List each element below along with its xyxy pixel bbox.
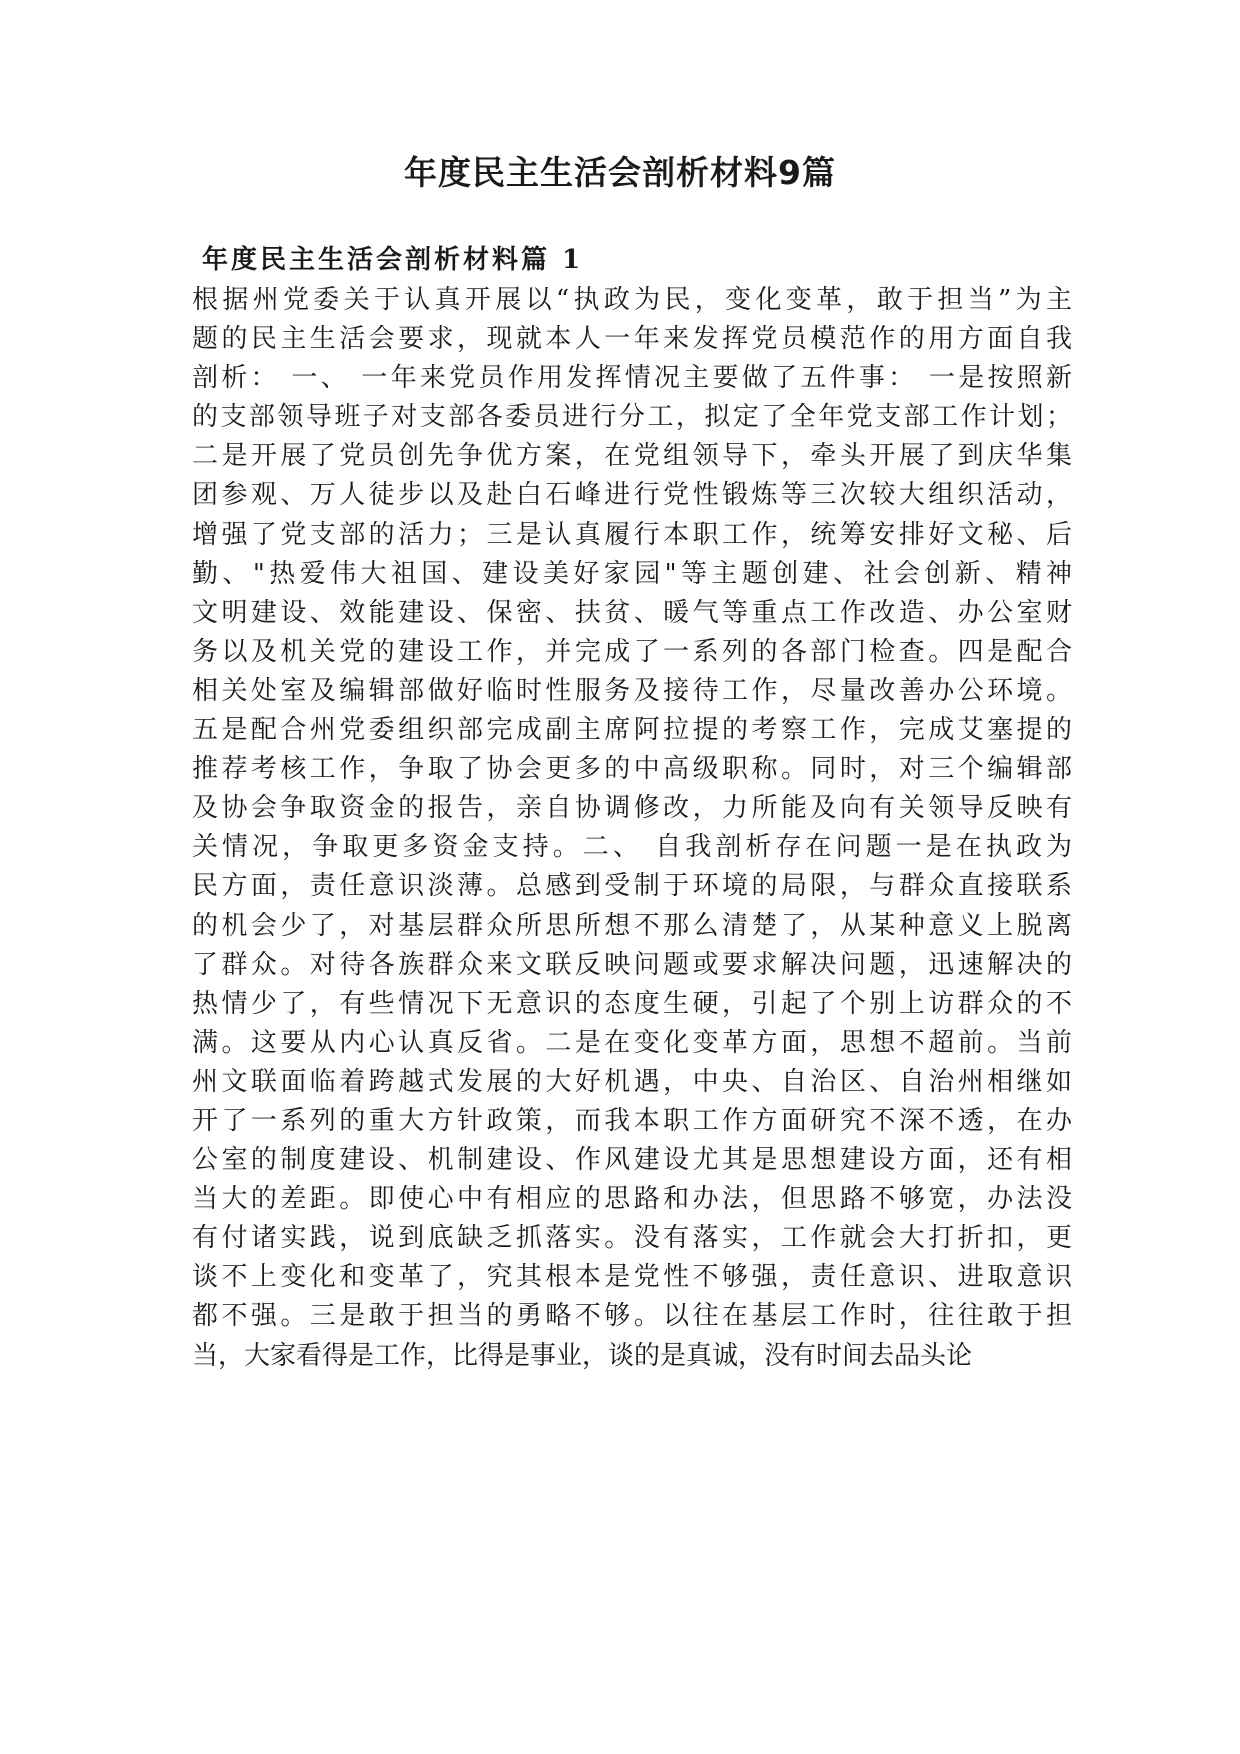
body-text-line: 的支部领导班子对支部各委员进行分工，拟定了全年党支部工作计划； (192, 402, 1072, 433)
body-text-line: 谈不上变化和变革了，究其根本是党性不够强，责任意识、进取意识 (192, 1262, 1072, 1293)
body-text-line: 有付诸实践，说到底缺乏抓落实。没有落实，工作就会大打折扣，更 (192, 1223, 1072, 1254)
body-text-line: 公室的制度建设、机制建设、作风建设尤其是思想建设方面，还有相 (192, 1145, 1072, 1176)
body-text-line: 满。这要从内心认真反省。二是在变化变革方面，思想不超前。当前 (192, 1027, 1072, 1058)
body-text-line: 开了一系列的重大方针政策，而我本职工作方面研究不深不透，在办 (192, 1105, 1072, 1136)
body-text-line: 当大的差距。即使心中有相应的思路和办法，但思路不够宽，办法没 (192, 1184, 1072, 1215)
body-text-line: 二是开展了党员创先争优方案，在党组领导下，牵头开展了到庆华集 (192, 441, 1072, 472)
body-text-line: 剖析： 一、 一年来党员作用发挥情况主要做了五件事： 一是按照新 (192, 363, 1072, 394)
body-text (192, 281, 1072, 1376)
body-text-line: 勤、"热爱伟大祖国、建设美好家园"等主题创建、社会创新、精神 (192, 558, 1072, 589)
document-title: 年度民主生活会剖析材料9篇 (404, 153, 836, 192)
body-text-line: 务以及机关党的建设工作，并完成了一系列的各部门检查。四是配合 (192, 636, 1072, 667)
body-text-line: 团参观、万人徒步以及赴白石峰进行党性锻炼等三次较大组织活动， (192, 480, 1072, 511)
body-text-line: 五是配合州党委组织部完成副主席阿拉提的考察工作，完成艾塞提的 (192, 715, 1072, 746)
body-text-line: 了群众。对待各族群众来文联反映问题或要求解决问题，迅速解决的 (192, 949, 1072, 980)
body-text-line: 增强了党支部的活力；三是认真履行本职工作，统筹安排好文秘、后 (192, 519, 1072, 550)
body-text-line: 都不强。三是敢于担当的勇略不够。以往在基层工作时，往往敢于担 (192, 1301, 1072, 1332)
body-text-line: 题的民主生活会要求，现就本人一年来发挥党员模范作的用方面自我 (192, 324, 1072, 355)
body-text-line: 相关处室及编辑部做好临时性服务及接待工作，尽量改善办公环境。 (192, 675, 1072, 706)
body-text-line: 关情况，争取更多资金支持。二、 自我剖析存在问题一是在执政为 (192, 832, 1072, 863)
body-text-line: 当，大家看得是工作，比得是事业，谈的是真诚，没有时间去品头论 (192, 1340, 973, 1371)
section-heading: 年度民主生活会剖析材料篇 1 (202, 245, 584, 275)
body-text-line: 文明建设、效能建设、保密、扶贫、暖气等重点工作改造、办公室财 (192, 597, 1072, 628)
body-text-line: 州文联面临着跨越式发展的大好机遇，中央、自治区、自治州相继如 (192, 1066, 1072, 1097)
body-text-line: 民方面，责任意识淡薄。总感到受制于环境的局限，与群众直接联系 (192, 871, 1072, 902)
body-text-line: 热情少了，有些情况下无意识的态度生硬，引起了个别上访群众的不 (192, 988, 1072, 1019)
body-text-line: 根据州党委关于认真开展以“执政为民，变化变革，敢于担当”为主 (192, 285, 1072, 315)
body-text-line: 的机会少了，对基层群众所思所想不那么清楚了，从某种意义上脱离 (192, 910, 1072, 941)
body-text-line: 推荐考核工作，争取了协会更多的中高级职称。同时，对三个编辑部 (192, 754, 1072, 785)
body-text-line: 及协会争取资金的报告，亲自协调修改，力所能及向有关领导反映有 (192, 793, 1072, 824)
